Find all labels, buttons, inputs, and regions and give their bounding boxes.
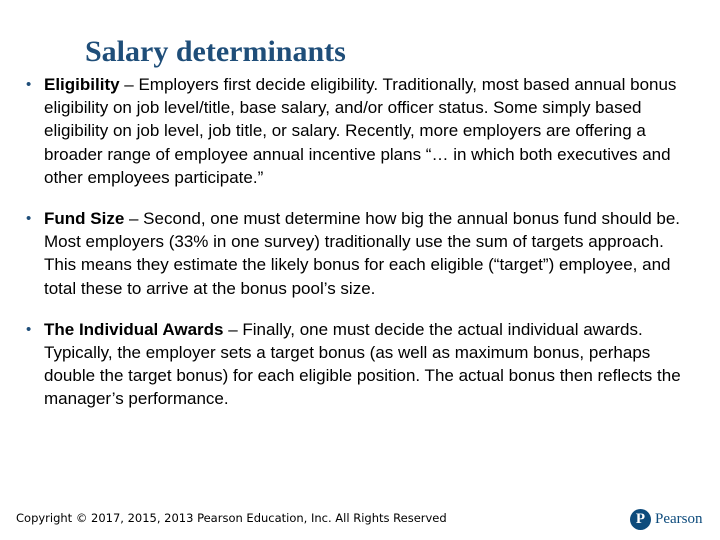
bullet-eligibility xyxy=(24,73,688,189)
bullet-text: – Finally, one must decide the actual individual awards. Typically, the employer sets a target bonus (as well as maximum bonus, perhaps double the target bonus) for each eligible position. The actual bonus then reflects the manager’s performance. xyxy=(44,319,681,409)
bullet-icon: • xyxy=(26,76,32,93)
bullet-individual-awards xyxy=(24,318,688,411)
bullet-term: Fund Size xyxy=(44,209,125,229)
pearson-logo xyxy=(630,507,703,531)
slide-title: Salary determinants xyxy=(85,35,346,68)
pearson-logo-icon: P xyxy=(630,509,651,530)
bullet-list xyxy=(24,73,688,429)
pearson-logo-text: Pearson xyxy=(655,510,703,527)
bullet-icon: • xyxy=(26,320,32,338)
bullet-text: – Employers first decide eligibility. Traditionally, most based annual bonus eligibility on job level/title, base salary, and/or officer status. Some simply based eligibility on job level, job title, or salary. Recently, more employers are offering a broader range of employee annual incentive plans “… in which both executives and other employees participate.” xyxy=(44,75,677,187)
bullet-icon: • xyxy=(26,210,32,228)
footer-copyright: Copyright © 2017, 2015, 2013 Pearson Education, Inc. All Rights Reserved xyxy=(16,511,447,525)
bullet-fund-size xyxy=(24,207,688,300)
bullet-term: Eligibility xyxy=(44,75,120,94)
bullet-term: The Individual Awards xyxy=(44,319,224,339)
bullet-text: – Second, one must determine how big the annual bonus fund should be. Most employers (33% in one survey) traditionally use the sum of targets approach. This means they estimate the likely bonus for each eligible (“target”) employee, and total these to arrive at the bonus pool’s size. xyxy=(44,209,681,298)
